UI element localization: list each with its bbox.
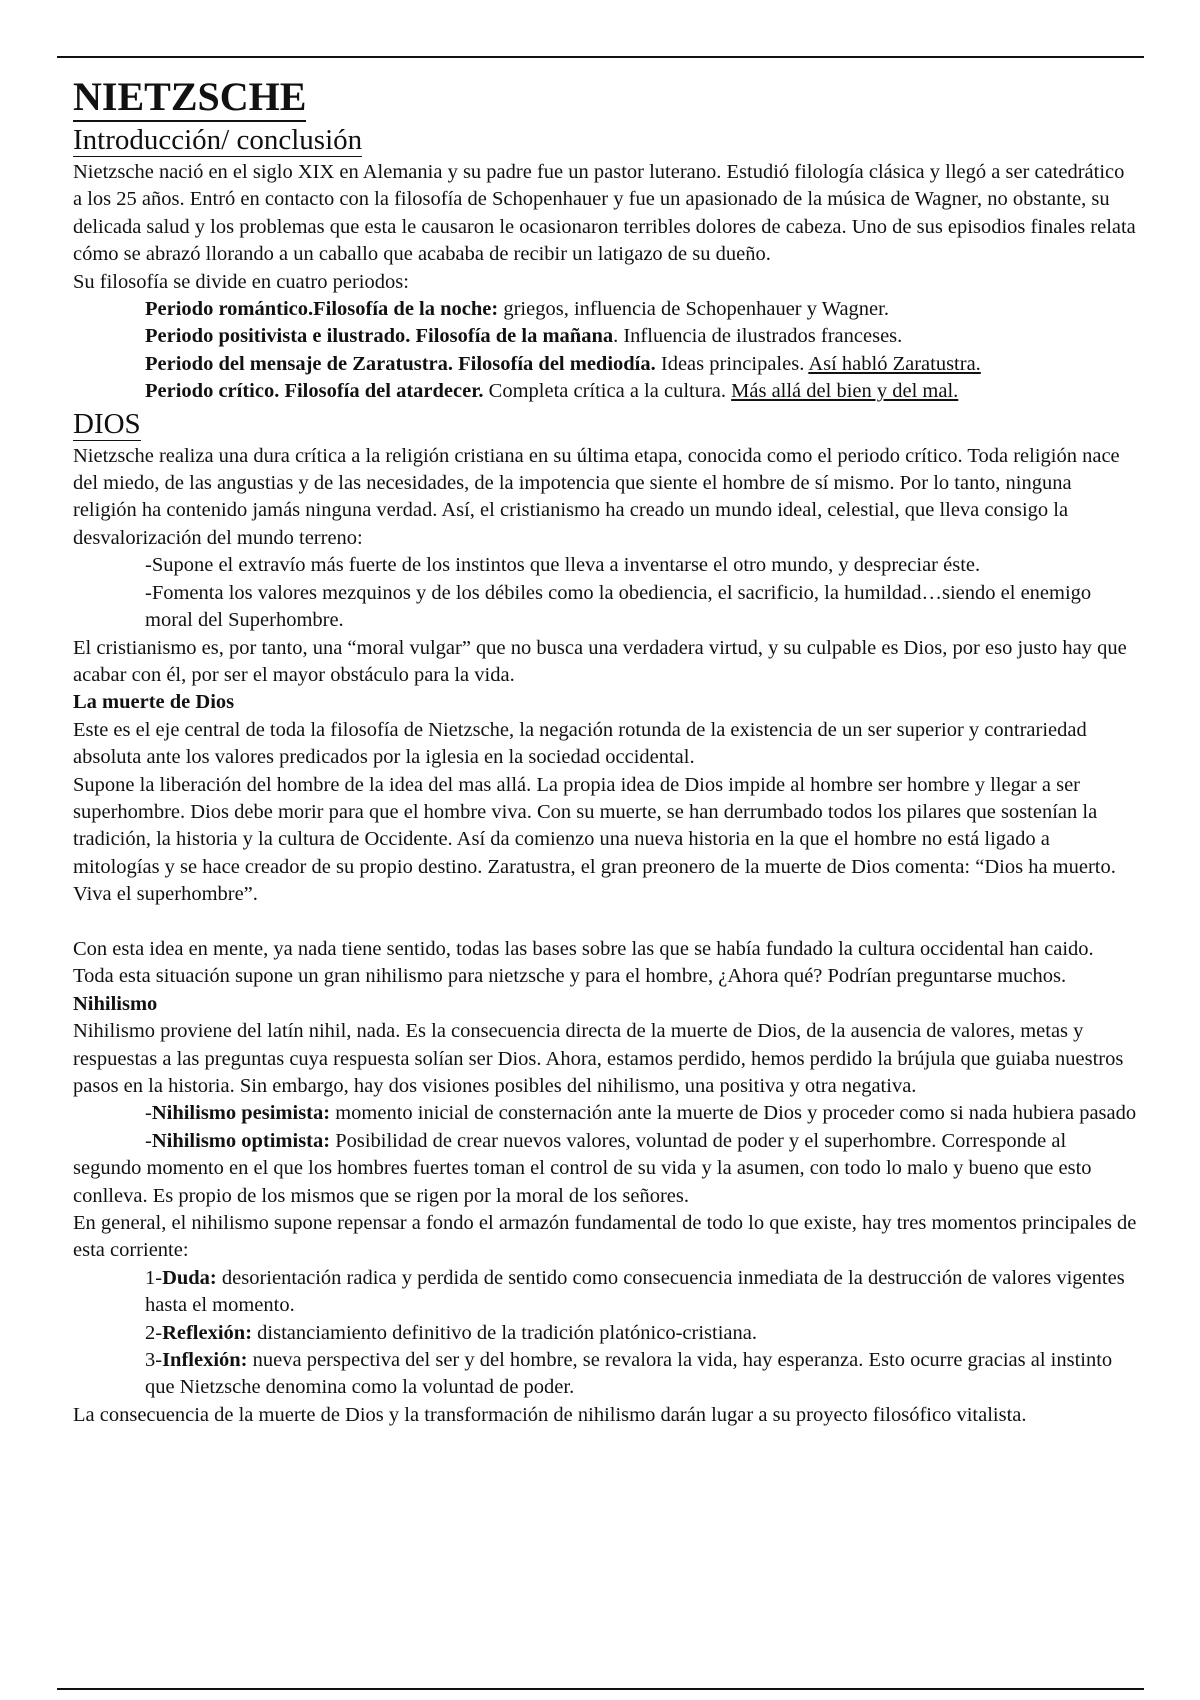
nihilismo-section	[73, 991, 1138, 1430]
nihilismo-pesimista: -Nihilismo pesimista: momento inicial de consternación ante la muerte de Dios y proceder como si nada hubiera pasado	[145, 1102, 1137, 1125]
period-item: Periodo romántico.Filosofía de la noche: griegos, influencia de Schopenhauer y Wagner.	[145, 298, 889, 321]
book-title-mas-alla: Más allá del bien y del mal.	[731, 380, 959, 403]
intro-section	[73, 122, 1138, 406]
moment-item: 1-Duda: desorientación radica y perdida de sentido como consecuencia inmediata de la destrucción de valores vigentes hasta el momento.	[145, 1266, 1125, 1317]
nihilismo-heading: Nihilismo	[73, 992, 158, 1015]
period-item: Periodo del mensaje de Zaratustra. Filosofía del mediodía. Ideas principales. Así habló Zaratustra.	[145, 352, 981, 375]
nihilismo-optimista: -Nihilismo optimista: Posibilidad de crear nuevos valores, voluntad de poder y el superhombre. Corresponde al segundo momento en el que los hombres fuertes toman el control de su vida y la asumen, con todo lo malo y bueno que esto conlleva. Es propio de los mismos que se rigen por la moral de los señores.	[73, 1129, 1092, 1207]
periods-intro: Su filosofía se divide en cuatro periodos:	[73, 270, 409, 293]
period-item: Periodo crítico. Filosofía del atardecer. Completa crítica a la cultura. Más allá del bien y del mal.	[145, 380, 959, 403]
top-rule	[57, 56, 1144, 58]
paragraph-gap	[73, 909, 1138, 936]
nihilismo-conclusion: La consecuencia de la muerte de Dios y la transformación de nihilismo darán lugar a su proyecto filosófico vitalista.	[73, 1403, 1027, 1426]
muerte-paragraph: Con esta idea en mente, ya nada tiene sentido, todas las bases sobre las que se había fundado la cultura occidental han caido. Toda esta situación supone un gran nihilismo para nietzsche y para el hombre, ¿Ahora qué? Podrían preguntarse muchos.	[73, 937, 1094, 988]
intro-heading: Introducción/ conclusión	[73, 124, 363, 156]
document-title: NIETZSCHE	[73, 74, 306, 122]
nihilismo-paragraph: Nihilismo proviene del latín nihil, nada. Es la consecuencia directa de la muerte de Dios, de la ausencia de valores, metas y respuestas a las preguntas cuya respuesta solían ser Dios. Ahora, estamos perdido, hemos perdido la brújula que guiaba nuestros pasos en la historia. Sin embargo, hay dos visiones posibles del nihilismo, una positiva y otra negativa.	[73, 1020, 1124, 1097]
muerte-heading: La muerte de Dios	[73, 691, 235, 714]
book-title-zaratustra: Así habló Zaratustra.	[808, 352, 981, 375]
dios-paragraph: Nietzsche realiza una dura crítica a la religión cristiana en su última etapa, conocida como el periodo crítico. Toda religión nace del miedo, de las angustias y de las necesidades, de la impotencia que siente el hombre de sí mismo. Por lo tanto, ninguna religión ha contenido jamás ninguna verdad. Así, el cristianismo ha creado un mundo ideal, celestial, que lleva consigo la desvalorización del mundo terreno:	[73, 444, 1120, 549]
bottom-rule	[57, 1688, 1144, 1690]
dios-section	[73, 406, 1138, 690]
dios-bullet: -Fomenta los valores mezquinos y de los débiles como la obediencia, el sacrificio, la humildad…siendo el enemigo moral del Superhombre.	[145, 581, 1092, 632]
muerte-paragraph: Este es el eje central de toda la filosofía de Nietzsche, la negación rotunda de la existencia de un ser superior y contrariedad absoluta ante los valores predicados por la iglesia en la sociedad occidental.	[73, 718, 1087, 769]
moment-item: 2-Reflexión: distanciamiento definitivo de la tradición platónico-cristiana.	[145, 1321, 757, 1344]
nihilismo-paragraph: En general, el nihilismo supone repensar a fondo el armazón fundamental de todo lo que existe, hay tres momentos principales de esta corriente:	[73, 1212, 1137, 1262]
dios-bullet: -Supone el extravío más fuerte de los instintos que lleva a inventarse el otro mundo, y despreciar éste.	[145, 554, 981, 577]
muerte-paragraph: Supone la liberación del hombre de la idea del mas allá. La propia idea de Dios impide al hombre ser hombre y llegar a ser superhombre. Dios debe morir para que el hombre viva. Con su muerte, se han derrumbado todos los pilares que sostenían la tradición, la historia y la cultura de Occidente. Así da comienzo una nueva historia en la que el hombre no está ligado a mitologías y se hace creador de su propio destino. Zaratustra, el gran preonero de la muerte de Dios comenta: “Dios ha muerto. Viva el superhombre”.	[73, 773, 1116, 906]
dios-heading: DIOS	[73, 407, 141, 440]
dios-paragraph: El cristianismo es, por tanto, una “moral vulgar” que no busca una verdadera virtud, y su culpable es Dios, por eso justo hay que acabar con él, por ser el mayor obstáculo para la vida.	[73, 636, 1127, 686]
intro-paragraph: Nietzsche nació en el siglo XIX en Alemania y su padre fue un pastor luterano. Estudió filología clásica y llegó a ser catedrático a los 25 años. Entró en contacto con la filosofía de Schopenhauer y fue un apasionado de la música de Wagner, no obstante, su delicada salud y los problemas que esta le causaron le ocasionaron terribles dolores de cabeza. Uno de sus episodios finales relata cómo se abrazó llorando a un caballo que acababa de recibir un latigazo de su dueño.	[73, 161, 1136, 266]
muerte-section	[73, 689, 1138, 990]
period-item: Periodo positivista e ilustrado. Filosofía de la mañana. Influencia de ilustrados franceses.	[145, 325, 903, 348]
moment-item: 3-Inflexión: nueva perspectiva del ser y del hombre, se revalora la vida, hay esperanza. Esto ocurre gracias al instinto que Nietzsche denomina como la voluntad de poder.	[145, 1349, 1113, 1399]
document-page	[73, 74, 1138, 1429]
